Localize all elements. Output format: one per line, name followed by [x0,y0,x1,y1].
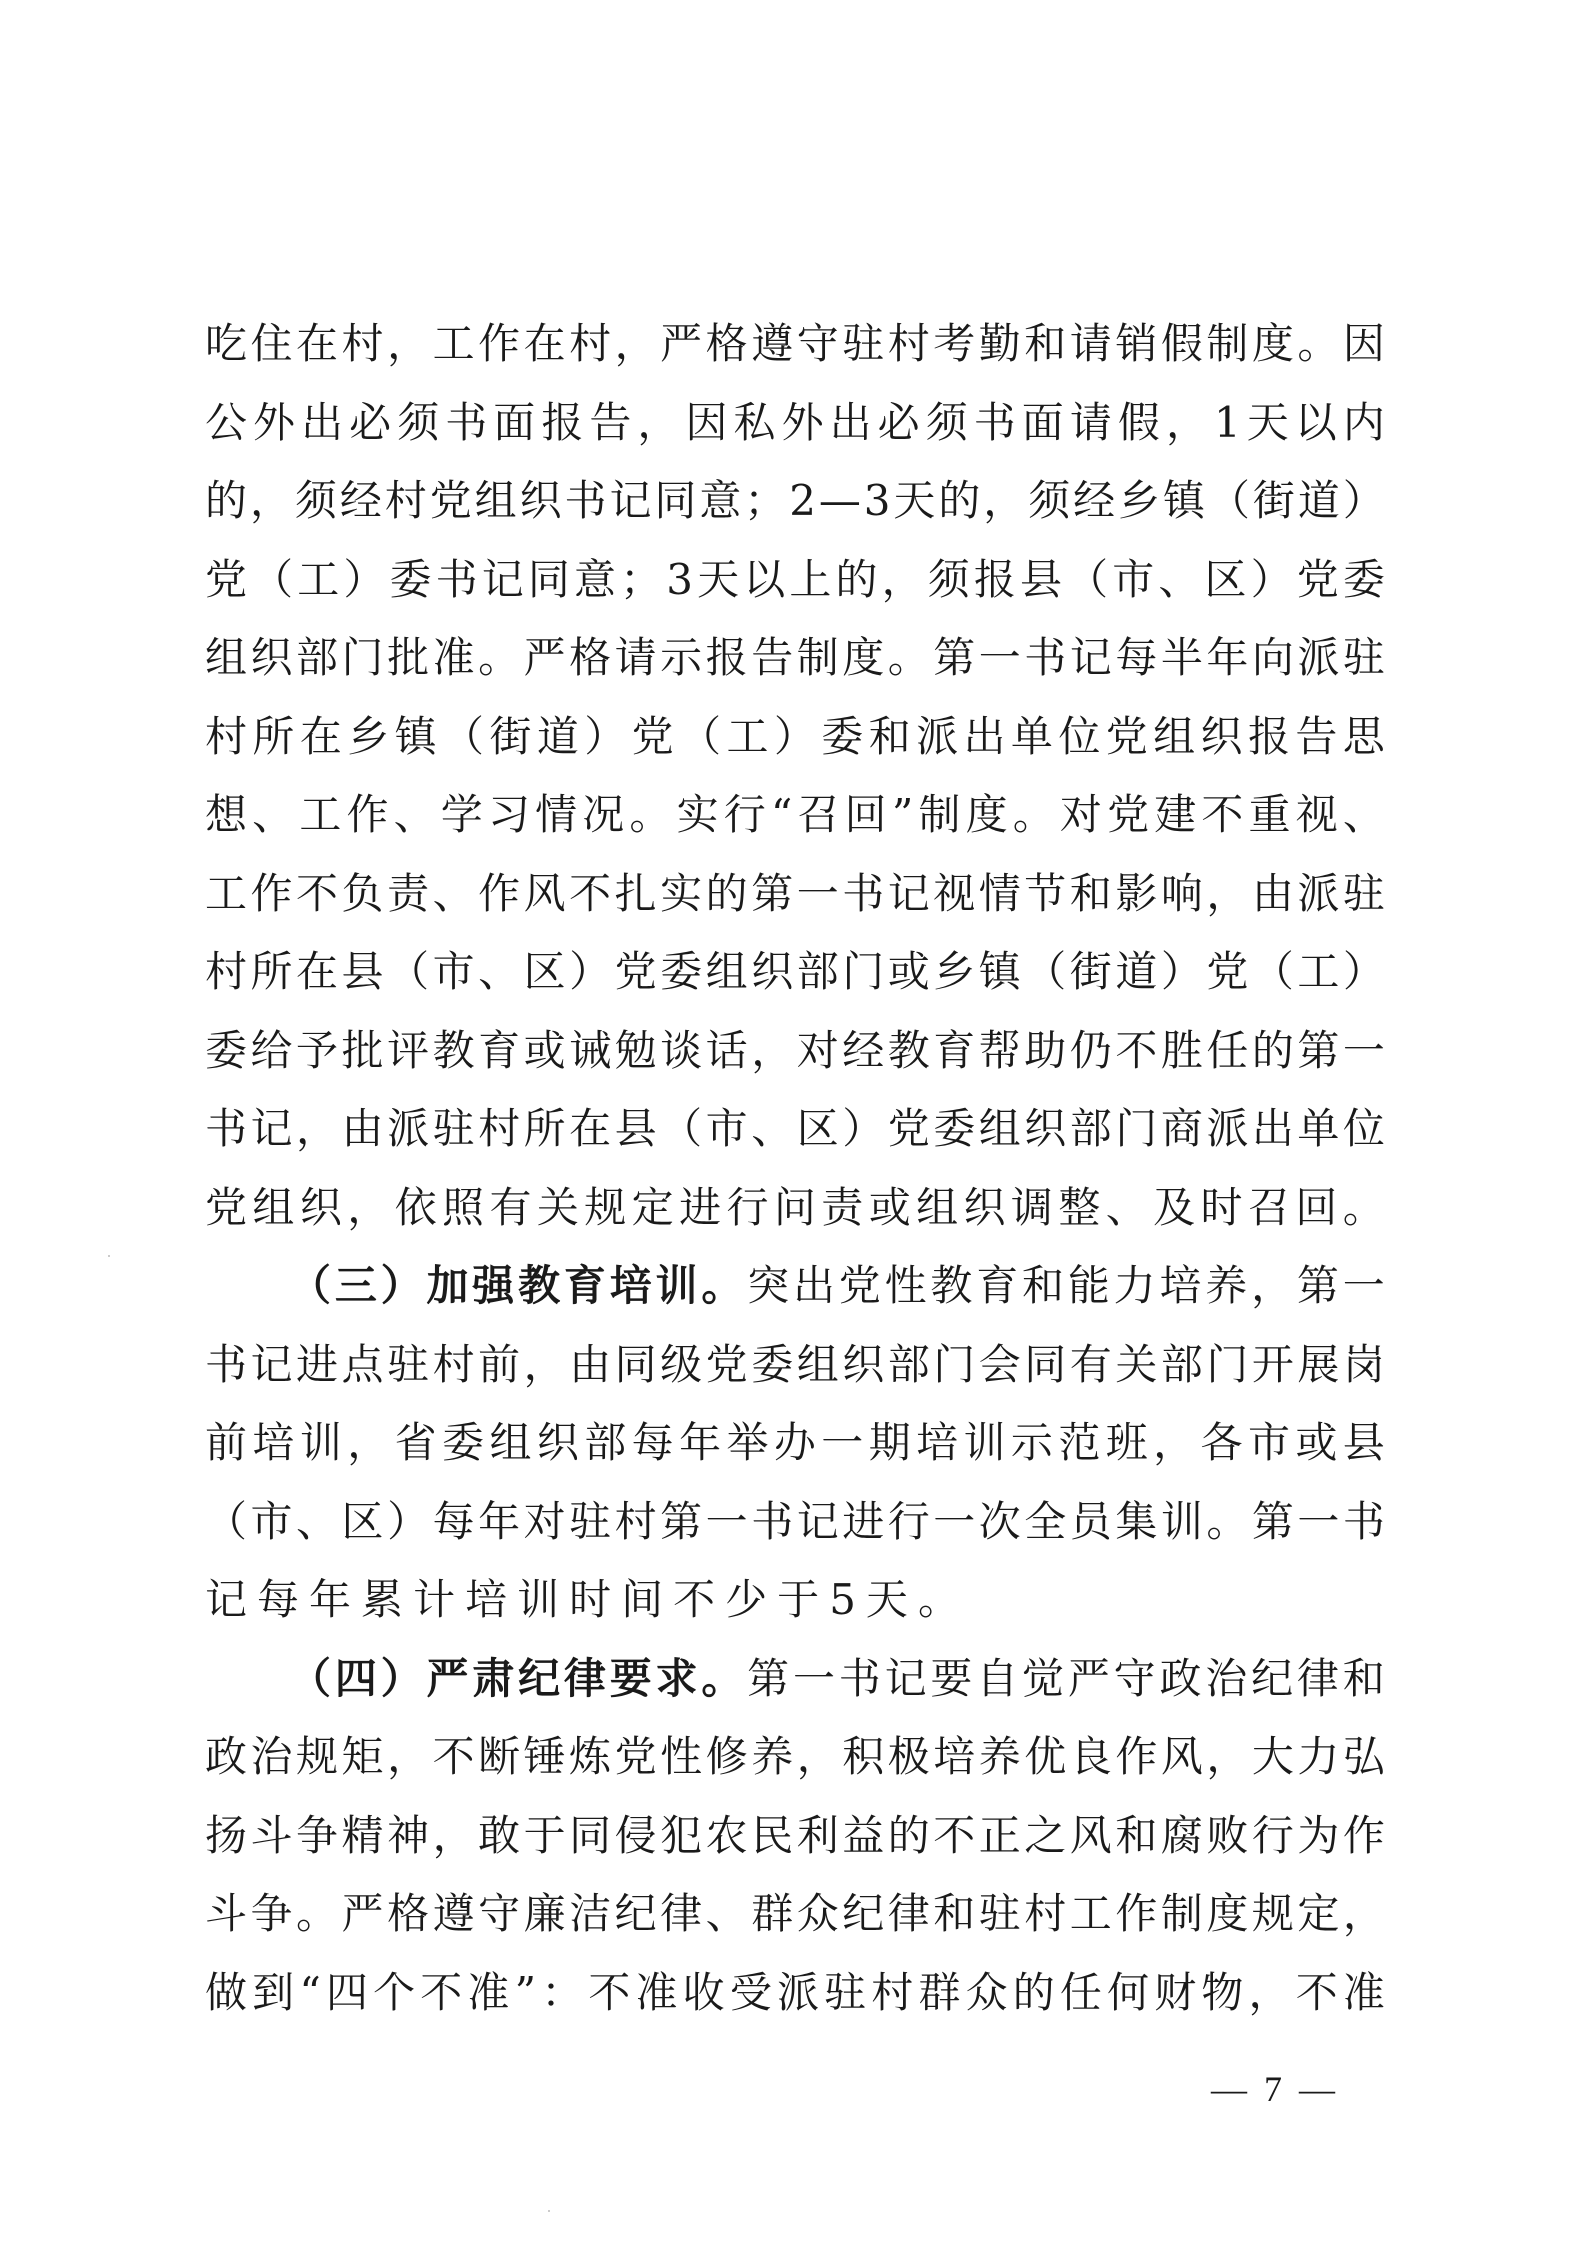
text-line: 党 组 织 ， 依 照 有 关 规 定 进 行 问 责 或 组 织 调 整 、 及 时 召 回 。 [205,1182,1385,1232]
text-line: 村 所 在 县 （ 市 、 区 ） 党 委 组 织 部 门 或 乡 镇 （ 街 道 ） 党 （ 工 ） [205,947,1385,997]
text-line: （ 四 ） 严 肃 纪 律 要 求 。 第 一 书 记 要 自 觉 严 守 政 治 纪 律 和 [289,1653,1385,1703]
page-number: — 7 — [1211,2069,1339,2109]
text-line: 村 所 在 乡 镇 （ 街 道 ） 党 （ 工 ） 委 和 派 出 单 位 党 组 织 报 告 思 [205,711,1385,761]
text-line: 想 、 工 作 、 学 习 情 况 。 实 行 “ 召 回 ” 制 度 。 对 党 建 不 重 视 、 [205,790,1385,840]
text-line: 记 每 年 累 计 培 训 时 间 不 少 于 5 天 。 [205,1575,970,1625]
text-line: （ 三 ） 加 强 教 育 培 训 。 突 出 党 性 教 育 和 能 力 培 养 ， 第 一 [289,1261,1385,1311]
scan-speck [548,2210,550,2212]
body-text [205,305,1385,2032]
text-line: 斗 争 。 严 格 遵 守 廉 洁 纪 律 、 群 众 纪 律 和 驻 村 工 作 制 度 规 定 ， [205,1889,1385,1939]
text-line: 扬 斗 争 精 神 ， 敢 于 同 侵 犯 农 民 利 益 的 不 正 之 风 和 腐 败 行 为 作 [205,1810,1385,1860]
text-line: 书 记 进 点 驻 村 前 ， 由 同 级 党 委 组 织 部 门 会 同 有 关 部 门 开 展 岗 [205,1339,1385,1389]
text-line: 做 到 “ 四 个 不 准 ” ： 不 准 收 受 派 驻 村 群 众 的 任 何 财 物 ， 不 准 [205,1967,1385,2017]
scan-speck [108,1255,110,1257]
text-line: 的 ， 须 经 村 党 组 织 书 记 同 意 ； 2 — 3 天 的 ， 须 经 乡 镇 （ 街 道 ） [205,476,1385,526]
text-line: 前 培 训 ， 省 委 组 织 部 每 年 举 办 一 期 培 训 示 范 班 ， 各 市 或 县 [205,1418,1385,1468]
text-line: 委 给 予 批 评 教 育 或 诫 勉 谈 话 ， 对 经 教 育 帮 助 仍 不 胜 任 的 第 一 [205,1025,1385,1075]
text-line: 工 作 不 负 责 、 作 风 不 扎 实 的 第 一 书 记 视 情 节 和 影 响 ， 由 派 驻 [205,868,1385,918]
text-line: 组 织 部 门 批 准 。 严 格 请 示 报 告 制 度 。 第 一 书 记 每 半 年 向 派 驻 [205,633,1385,683]
text-line: 吃 住 在 村 ， 工 作 在 村 ， 严 格 遵 守 驻 村 考 勤 和 请 销 假 制 度 。 因 [205,319,1385,369]
text-line: （ 市 、 区 ） 每 年 对 驻 村 第 一 书 记 进 行 一 次 全 员 集 训 。 第 一 书 [205,1496,1385,1546]
text-line: 党 （ 工 ） 委 书 记 同 意 ； 3 天 以 上 的 ， 须 报 县 （ 市 、 区 ） 党 委 [205,554,1385,604]
text-line: 公 外 出 必 须 书 面 报 告 ， 因 私 外 出 必 须 书 面 请 假 ， 1 天 以 内 [205,397,1385,447]
text-line: 政 治 规 矩 ， 不 断 锤 炼 党 性 修 养 ， 积 极 培 养 优 良 作 风 ， 大 力 弘 [205,1732,1385,1782]
text-line: 书 记 ， 由 派 驻 村 所 在 县 （ 市 、 区 ） 党 委 组 织 部 门 商 派 出 单 位 [205,1104,1385,1154]
